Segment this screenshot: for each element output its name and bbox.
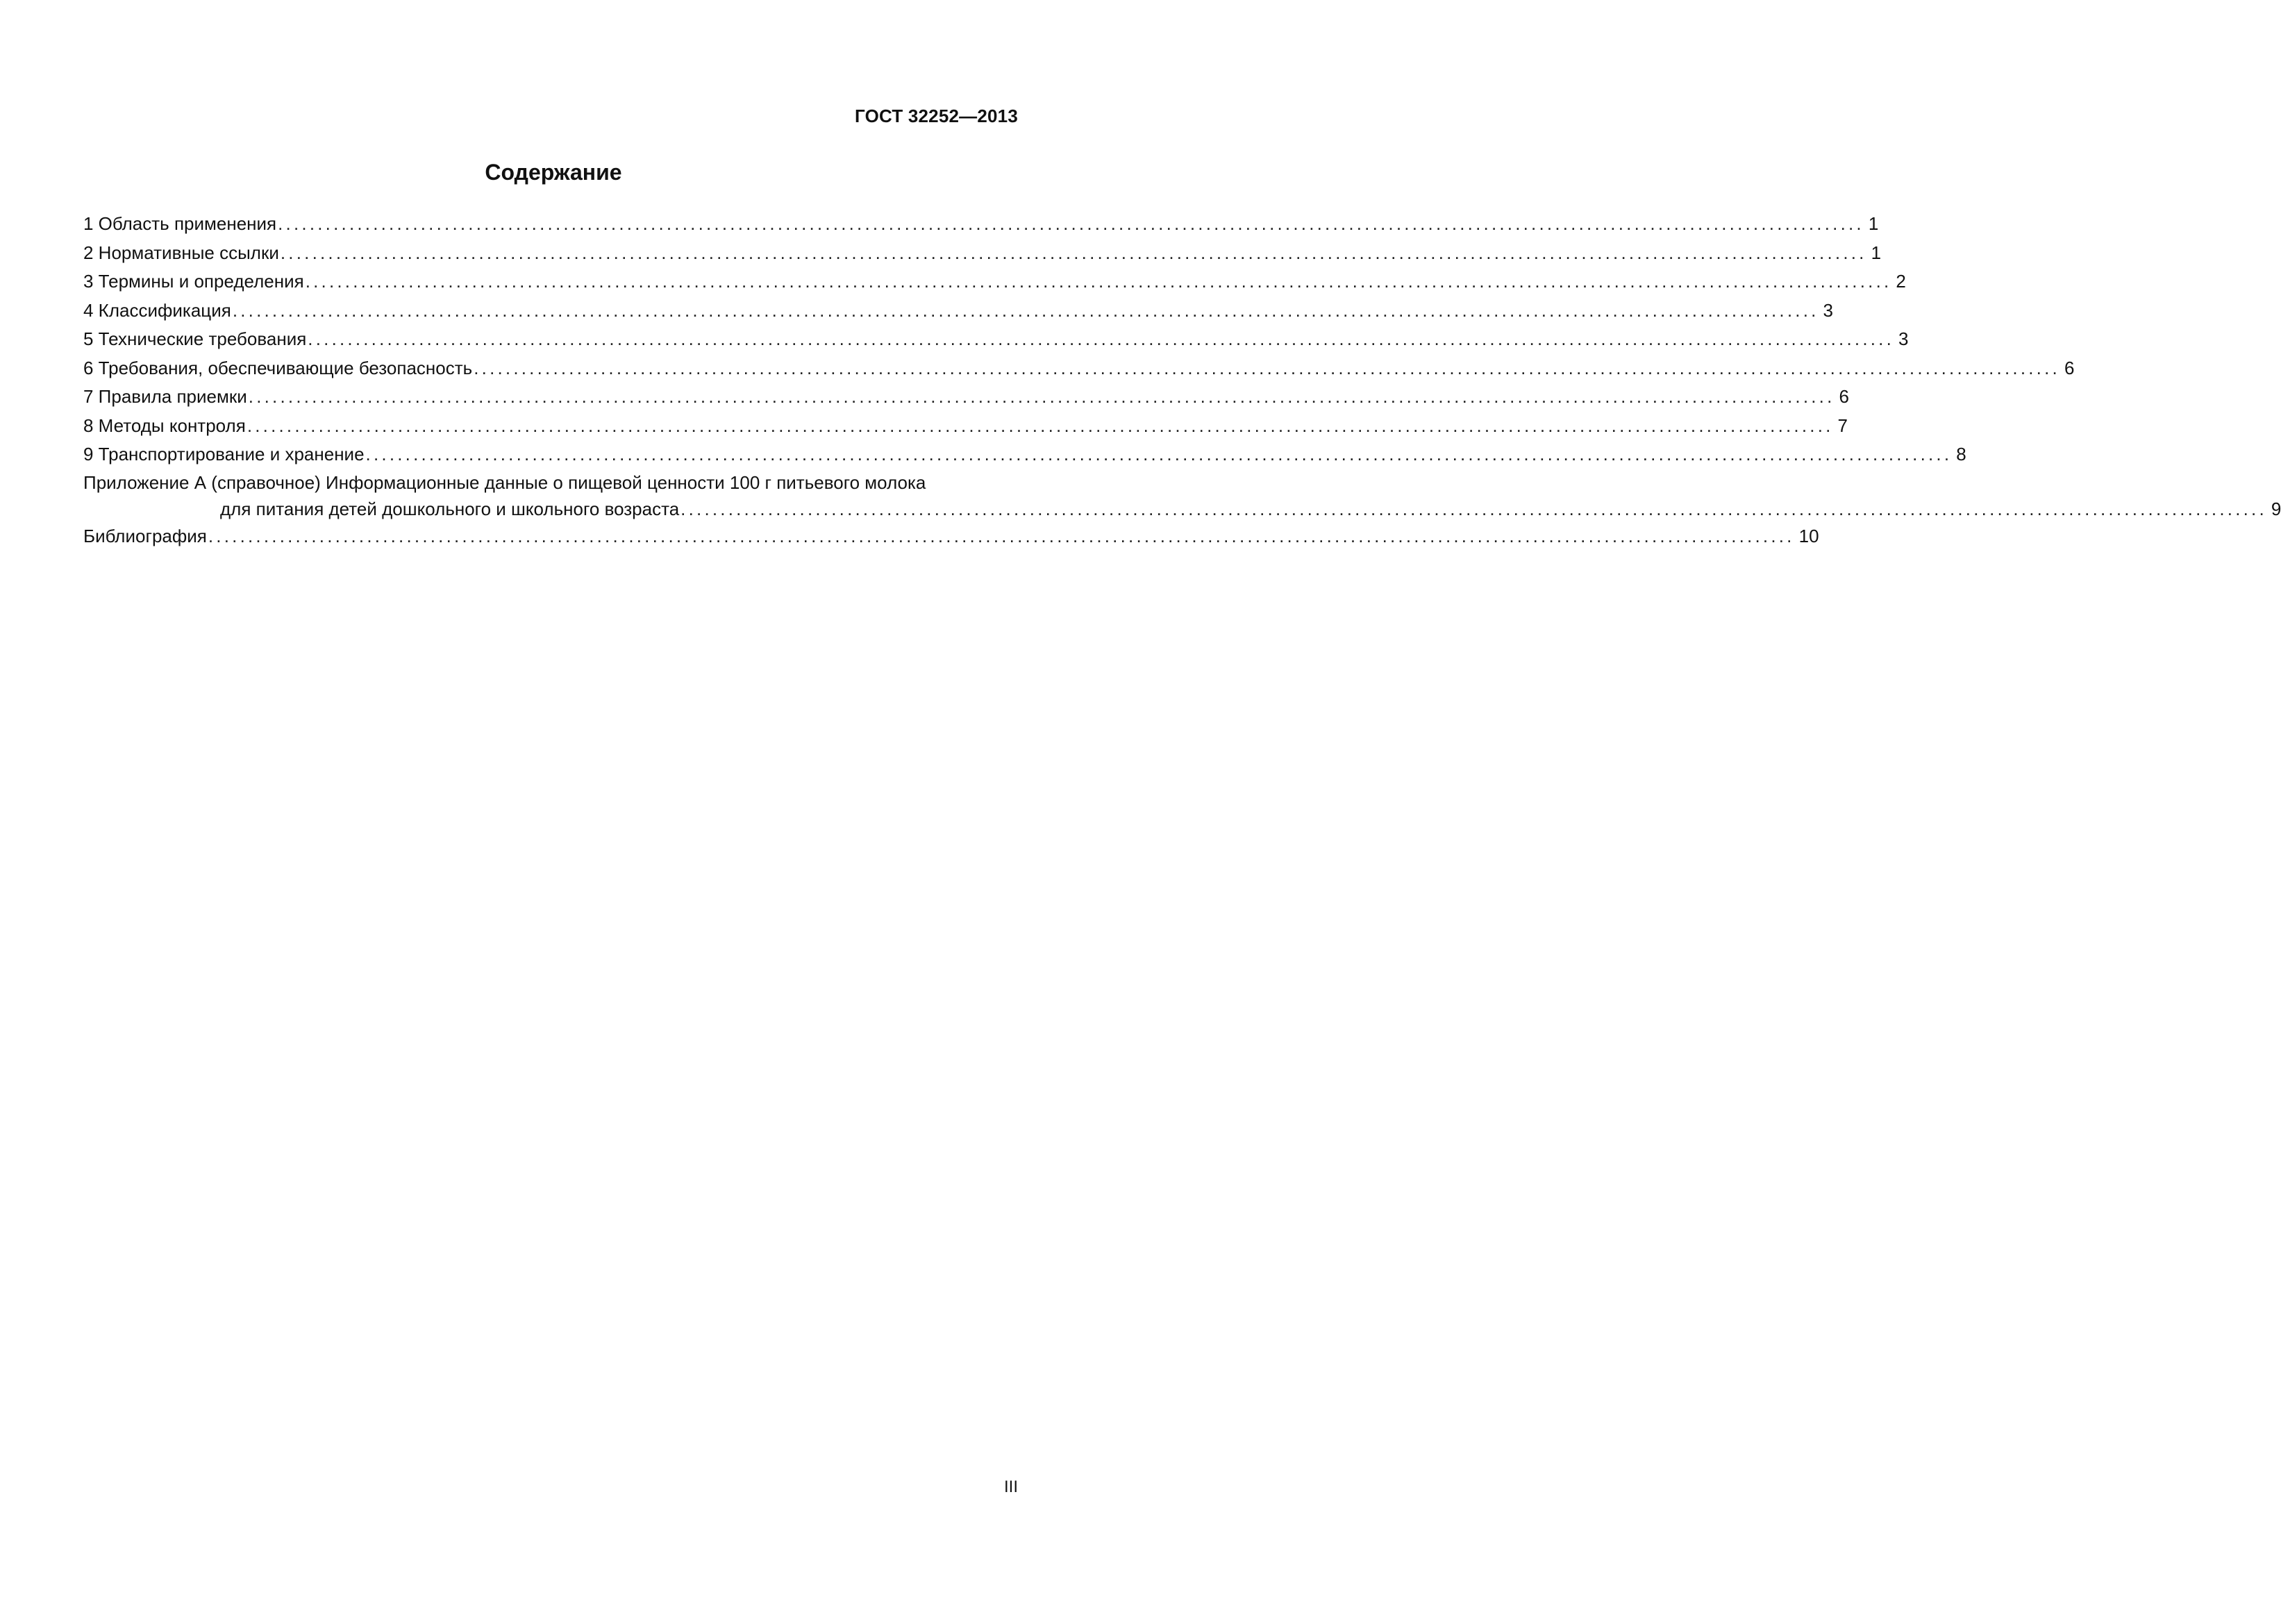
toc-item[interactable] bbox=[83, 383, 1849, 412]
toc-item-label: 5 Технические требования bbox=[83, 328, 307, 349]
toc-item-label: Библиография bbox=[83, 525, 207, 546]
toc-item-label: 9 Транспортирование и хранение bbox=[83, 444, 365, 464]
toc-dot-leader: ........................................................................................................................................................................................................ bbox=[280, 242, 1867, 263]
toc-item[interactable] bbox=[83, 440, 1966, 469]
toc-dot-leader: ........................................................................................................................................................................................................ bbox=[474, 357, 2060, 378]
toc-dot-leader: ........................................................................................................................................................................................................ bbox=[365, 444, 1953, 464]
table-of-contents bbox=[83, 210, 2281, 551]
toc-appendix-line2: для питания детей дошкольного и школьного возраста bbox=[220, 498, 680, 519]
toc-item[interactable] bbox=[83, 296, 1834, 326]
toc-appendix-line1: Приложение А (справочное) Информационные данные о пищевой ценности 100 г питьевого молока bbox=[83, 471, 926, 493]
toc-dot-leader: ........................................................................................................................................................................................................ bbox=[305, 271, 1892, 292]
toc-item-page: 10 bbox=[1798, 525, 1819, 546]
toc-item[interactable] bbox=[83, 239, 1882, 268]
toc-item[interactable] bbox=[83, 412, 1848, 441]
toc-dot-leader: ........................................................................................................................................................................................................ bbox=[232, 299, 1819, 321]
toc-dot-leader: ........................................................................................................................................................................................................ bbox=[247, 415, 1834, 436]
toc-item-page: 6 bbox=[2064, 357, 2075, 378]
toc-item-page: 1 bbox=[1868, 213, 1879, 234]
toc-item-page: 3 bbox=[1823, 299, 1834, 321]
toc-item[interactable] bbox=[83, 354, 2075, 383]
toc-item-appendix[interactable] bbox=[83, 469, 2281, 522]
toc-dot-leader: ........................................................................................................................................................................................................ bbox=[680, 498, 2267, 519]
toc-title: Содержание bbox=[485, 160, 622, 185]
toc-item-page: 9 bbox=[2271, 498, 2281, 519]
toc-dot-leader: ........................................................................................................................................................................................................ bbox=[278, 213, 1864, 234]
toc-dot-leader: ........................................................................................................................................................................................................ bbox=[248, 386, 1835, 407]
toc-item-label: 2 Нормативные ссылки bbox=[83, 242, 279, 263]
toc-appendix-line2-row bbox=[83, 496, 2281, 522]
toc-item-bibliography[interactable] bbox=[83, 522, 1819, 551]
toc-item[interactable] bbox=[83, 267, 1906, 296]
toc-item-page: 6 bbox=[1839, 386, 1849, 407]
toc-item-label: 1 Область применения bbox=[83, 213, 277, 234]
toc-item-label: 7 Правила приемки bbox=[83, 386, 247, 407]
toc-item-page: 1 bbox=[1871, 242, 1882, 263]
toc-item-page: 3 bbox=[1898, 328, 1909, 349]
toc-item-page: 7 bbox=[1837, 415, 1848, 436]
toc-item-page: 8 bbox=[1956, 444, 1966, 464]
page-number: III bbox=[1003, 1477, 1018, 1496]
toc-item-label: 3 Термины и определения bbox=[83, 271, 304, 292]
toc-item-label: 8 Методы контроля bbox=[83, 415, 246, 436]
toc-item-label: 4 Классификация bbox=[83, 299, 231, 321]
toc-dot-leader: ........................................................................................................................................................................................................ bbox=[208, 525, 1795, 546]
toc-item-label: 6 Требования, обеспечивающие безопасность bbox=[83, 357, 473, 378]
document-code: ГОСТ 32252—2013 bbox=[855, 106, 1018, 126]
toc-item[interactable] bbox=[83, 325, 1909, 354]
toc-item[interactable] bbox=[83, 210, 1879, 239]
toc-dot-leader: ........................................................................................................................................................................................................ bbox=[308, 328, 1895, 349]
toc-item-page: 2 bbox=[1896, 271, 1906, 292]
